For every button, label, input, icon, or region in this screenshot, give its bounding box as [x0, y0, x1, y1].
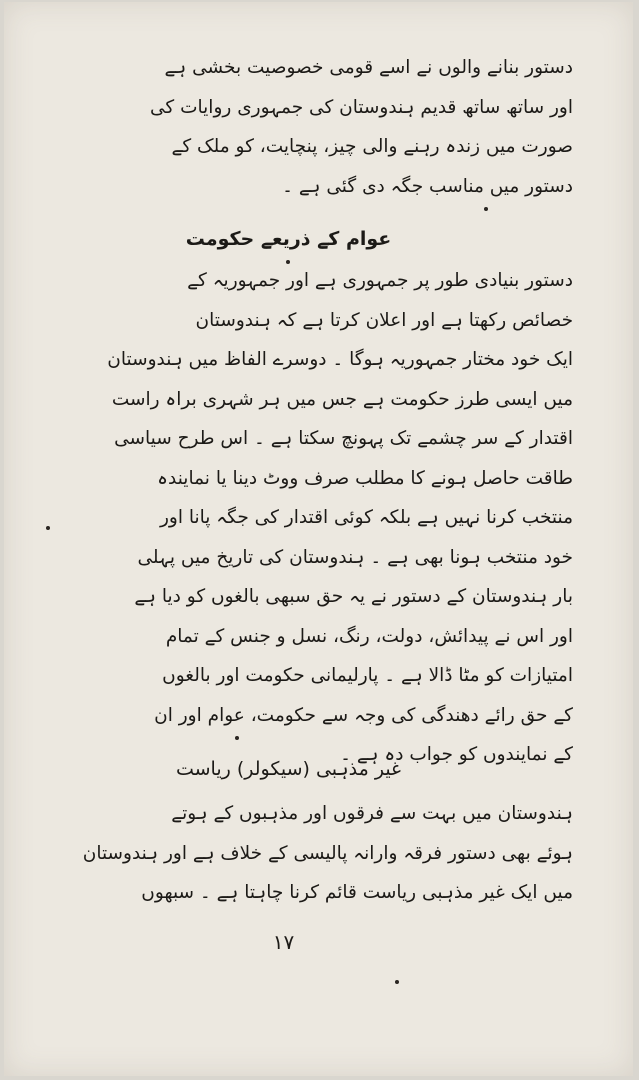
text-line: اور اس نے پیدائش، دولت، رنگ، نسل و جنس کے تمام [165, 625, 573, 647]
text-line: صورت میں زندہ رہنے والی چیز، پنچایت، کو ملک کے [171, 136, 573, 157]
heading-democracy: عوام کے ذریعے حکومت [185, 228, 392, 250]
text-line: اور ساتھ ساتھ قدیم ہندوستان کی جمہوری روایات کی [150, 96, 573, 118]
text-line: ہوئے بھی دستور فرقہ وارانہ پالیسی کے خلاف ہے اور ہندوستان [82, 842, 573, 864]
paragraph-secular [75, 794, 573, 913]
book-page [4, 2, 633, 1076]
ink-dot [395, 980, 399, 984]
text-line: دستور بنیادی طور پر جمہوری ہے اور جمہوریہ کے [187, 270, 573, 291]
ink-dot [235, 736, 239, 740]
paragraph-democracy [75, 261, 573, 775]
text-line: دستور بنانے والوں نے اسے قومی خصوصیت بخشی ہے [164, 57, 573, 78]
text-line: امتیازات کو مٹا ڈالا ہے ۔ پارلیمانی حکومت اور بالغوں [162, 665, 573, 686]
page-number: ۱۷ [272, 930, 295, 954]
ink-dot [484, 207, 488, 211]
paragraph-intro [75, 48, 573, 206]
text-line: کے حق رائے دھندگی کی وجہ سے حکومت، عوام اور ان [154, 704, 573, 726]
heading-secular: غیر مذہبی (سیکولر) ریاست [175, 758, 401, 780]
text-line: کے نمایندوں کو جواب دہ ہے ۔ [340, 744, 573, 765]
text-line: میں ایسی طرز حکومت ہے جس میں ہر شہری براہ راست [111, 388, 573, 410]
text-line: طاقت حاصل ہونے کا مطلب صرف ووٹ دینا یا نمایندہ [157, 467, 573, 489]
text-line: دستور میں مناسب جگہ دی گئی ہے ۔ [282, 175, 573, 197]
text-line: ہندوستان میں بہت سے فرقوں اور مذہبوں کے ہوتے [171, 803, 573, 824]
ink-dot [46, 526, 50, 530]
text-line: ایک خود مختار جمہوریہ ہوگا ۔ دوسرے الفاظ میں ہندوستان [107, 349, 573, 370]
text-line: خصائص رکھتا ہے اور اعلان کرتا ہے کہ ہندوستان [195, 309, 573, 331]
text-line: میں ایک غیر مذہبی ریاست قائم کرنا چاہتا ہے ۔ سبھوں [141, 882, 573, 903]
text-line: خود منتخب ہونا بھی ہے ۔ ہندوستان کی تاریخ میں پہلی [137, 546, 573, 568]
text-line: بار ہندوستان کے دستور نے یہ حق سبھی بالغوں کو دیا ہے [134, 586, 573, 607]
text-line: منتخب کرنا نہیں ہے بلکہ کوئی اقتدار کی جگہ پانا اور [159, 507, 573, 528]
text-line: اقتدار کے سر چشمے تک پہونچ سکتا ہے ۔ اس طرح سیاسی [114, 428, 573, 449]
